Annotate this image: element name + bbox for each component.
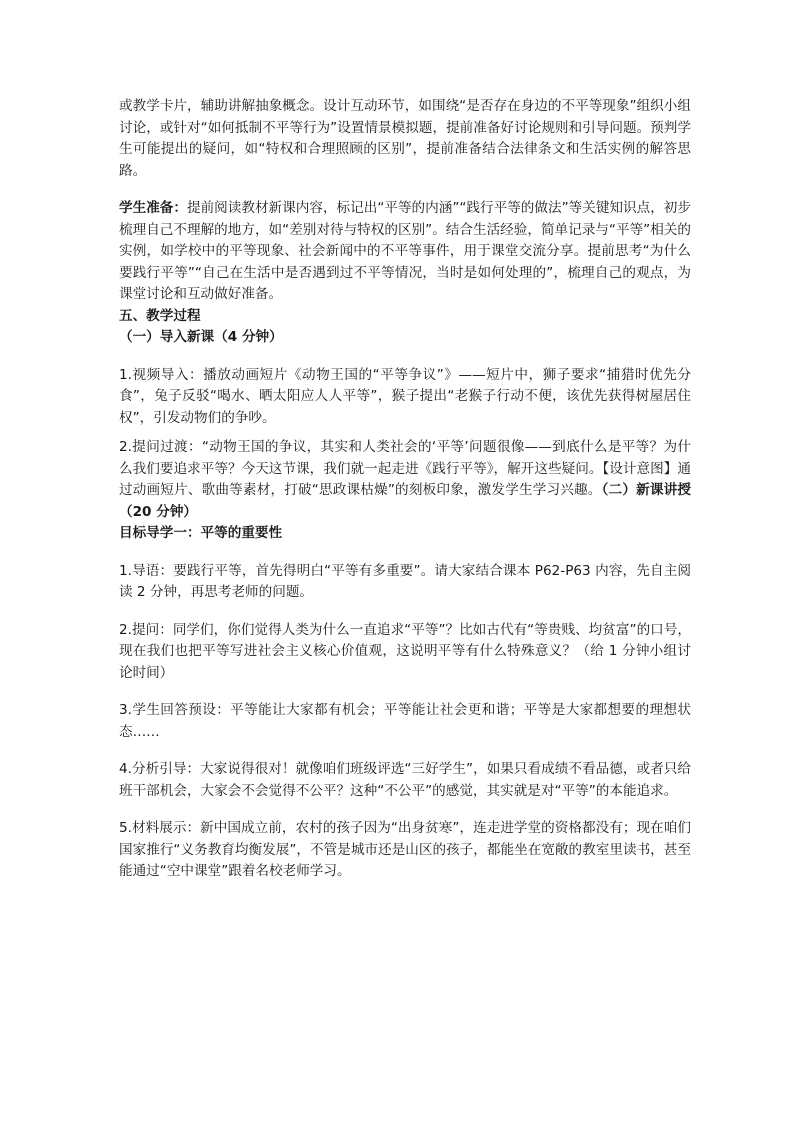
goal-heading-1: 目标导学一：平等的重要性 xyxy=(119,525,283,541)
intro-item-2-text: 2.提问过渡：“动物王国的争议，其实和人类社会的‘平等’问题很像——到底什么是平等？为什么我们要追求平等？今天这节课，我们就一起走进《践行平等》，解开这些疑问。【设计意图】通过动画短片、歌曲等素材，打破“思政课枯燥”的刻板印象，激发学生学习兴趣。 xyxy=(119,439,691,498)
goal-item-3: 3.学生回答预设：平等能让大家都有机会；平等能让社会更和谐；平等是大家都想要的理想状态…… xyxy=(119,702,691,740)
student-prep-text: 提前阅读教材新课内容，标记出“平等的内涵”“践行平等的做法”等关键知识点，初步梳理自己不理解的地方，如“差别对待与特权的区别”。结合生活经验，简单记录与“平等”相关的实例，如学校中的平等现象、社会新闻中的不平等事件，用于课堂交流分享。提前思考“为什么要践行平等”“自己在生活中是否遇到过不平等情况，当时是如何处理的”，梳理自己的观点，为课堂讨论和互动做好准备。 xyxy=(119,200,692,302)
subheading-new-lesson: （二）新课讲授（20 分钟） xyxy=(119,482,691,520)
goal-item-1: 1.导语：要践行平等，首先得明白“平等有多重要”。请大家结合课本 P62-P63 内容，先自主阅读 2 分钟，再思考老师的问题。 xyxy=(119,562,691,600)
intro-item-2 xyxy=(119,437,691,523)
student-prep-label: 学生准备： xyxy=(119,200,187,216)
document-page xyxy=(119,96,691,883)
goal-item-2: 2.提问：同学们，你们觉得人类为什么一直追求“平等”？比如古代有“等贵贱、均贫富”的口号，现在我们也把平等写进社会主义核心价值观，这说明平等有什么特殊意义？（给 1 分钟小组讨论时间） xyxy=(119,621,691,681)
paragraph-teacher-prep: 或教学卡片，辅助讲解抽象概念。设计互动环节，如围绕“是否存在身边的不平等现象”组织小组讨论，或针对“如何抵制不平等行为”设置情景模拟题，提前准备好讨论规则和引导问题。预判学生可能提出的疑问，如“特权和合理照顾的区别”，提前准备结合法律条文和生活实例的解答思路。 xyxy=(119,98,691,179)
paragraph-student-prep xyxy=(119,198,691,306)
goal-item-5: 5.材料展示：新中国成立前，农村的孩子因为“出身贫寒”，连走进学堂的资格都没有；现在咱们国家推行“义务教育均衡发展”，不管是城市还是山区的孩子，都能坐在宽敞的教室里读书，甚至能通过“空中课堂”跟着名校老师学习。 xyxy=(119,820,691,879)
section-heading-teaching-process: 五、教学过程 xyxy=(119,307,201,324)
goal-item-4: 4.分析引导：大家说得很对！就像咱们班级评选“三好学生”，如果只看成绩不看品德，或者只给班干部机会，大家会不会觉得不公平？这种“不公平”的感觉，其实就是对“平等”的本能追求。 xyxy=(119,761,691,799)
subheading-intro: （一）导入新课（4 分钟） xyxy=(119,329,283,345)
intro-item-1: 1.视频导入：播放动画短片《动物王国的“平等争议”》——短片中，狮子要求“捕猎时优先分食”，兔子反驳“喝水、晒太阳应人人平等”，猴子提出“老猴子行动不便，该优先获得树屋居住权”，引发动物们的争吵。 xyxy=(119,366,691,426)
